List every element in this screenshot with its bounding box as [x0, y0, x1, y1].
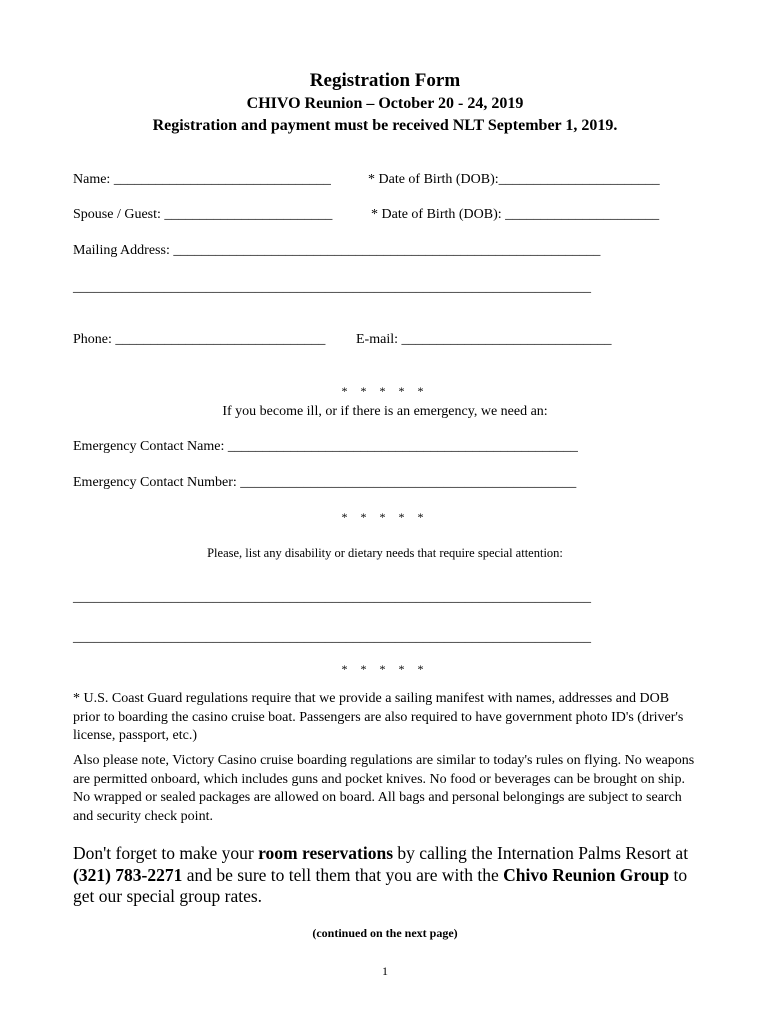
page-number: 1 [382, 964, 388, 978]
emergency-intro: If you become ill, or if there is an emergency, we need an: [222, 404, 548, 419]
reservation-text: by calling the Internation Palms Resort at [393, 843, 689, 863]
needs-intro: Please, list any disability or dietary needs that require special attention: [207, 546, 563, 560]
dob-field[interactable]: * Date of Birth (DOB):_______________________ [368, 172, 660, 187]
casino-note: Also please note, Victory Casino cruise boarding regulations are similar to today's rules on flying. No weapons are permitted onboard, which includes guns and pocket knives. No food or beverages can be brought on ship. No wrapped or sealed packages are allowed on board. All bags and personal belongings are subject to search and security check point. [73, 753, 695, 824]
room-reservations-emphasis: room reservations [258, 843, 394, 863]
reservation-text: and be sure to tell them that you are with the [182, 864, 504, 885]
phone-field[interactable]: Phone: ______________________________ [73, 332, 326, 347]
emergency-contact-name-field[interactable]: Emergency Contact Name: __________________________________________________ [73, 439, 578, 454]
event-subtitle: CHIVO Reunion – October 20 - 24, 2019 [246, 95, 524, 112]
reservation-text: Don't forget to make your [73, 843, 259, 863]
emergency-contact-number-field[interactable]: Emergency Contact Number: ________________________________________________ [73, 475, 577, 490]
mailing-address-field[interactable]: Mailing Address: _____________________________________________________________ [73, 243, 601, 258]
form-title: Registration Form [309, 70, 461, 91]
reservation-text: to get our special group rates. [73, 864, 688, 906]
continued-note: (continued on the next page) [312, 926, 458, 940]
coast-guard-note: * U.S. Coast Guard regulations require that we provide a sailing manifest with names, addresses and DOB prior to boarding the casino cruise boat. Passengers are also required to have government photo ID's (driver's license, passport, etc.) [73, 691, 684, 743]
email-field[interactable]: E-mail: ______________________________ [356, 332, 612, 347]
section-separator: * * * * * [341, 510, 429, 524]
room-reservation-note [73, 843, 698, 908]
name-field[interactable]: Name: _______________________________ [73, 172, 331, 187]
needs-line-2[interactable]: __________________________________________________________________________ [73, 630, 591, 645]
group-name-emphasis: Chivo Reunion Group [503, 864, 670, 885]
section-separator: * * * * * [341, 662, 429, 676]
spouse-dob-field[interactable]: * Date of Birth (DOB): ______________________ [371, 207, 660, 222]
deadline-notice: Registration and payment must be received NLT September 1, 2019. [152, 117, 618, 134]
mailing-address-line2[interactable]: __________________________________________________________________________ [73, 280, 591, 295]
section-separator: * * * * * [341, 384, 429, 398]
resort-phone-number: (321) 783-2271 [73, 864, 183, 885]
needs-line-1[interactable]: __________________________________________________________________________ [73, 590, 591, 605]
spouse-guest-field[interactable]: Spouse / Guest: ________________________ [73, 207, 333, 222]
